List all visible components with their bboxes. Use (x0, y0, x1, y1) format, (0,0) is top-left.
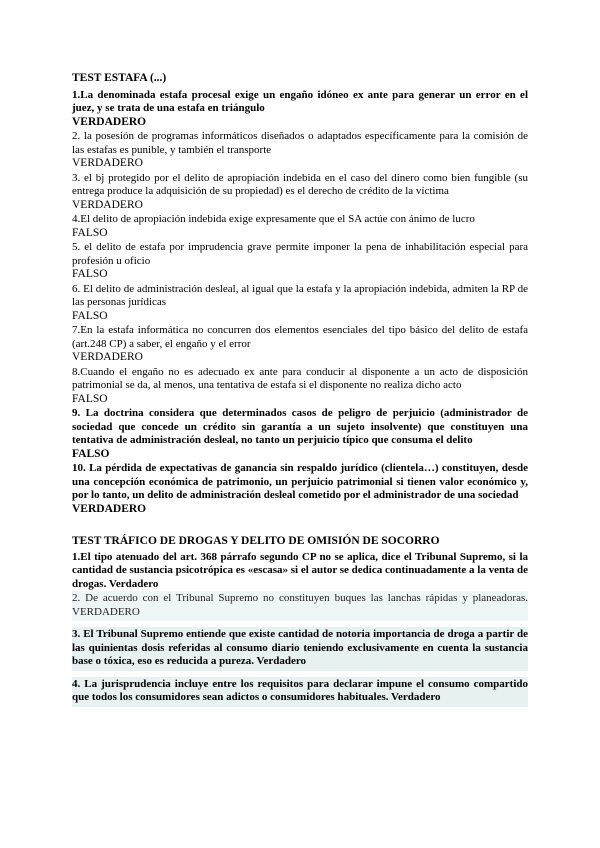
answer-text: FALSO (72, 447, 110, 460)
question-1 (72, 89, 528, 130)
question-text: 5. el delito de estafa por imprudencia grave permite imponer la pena de inhabilitación especial para profesión u oficio (72, 241, 528, 267)
question-text: 10. La pérdida de expectativas de ganancia sin respaldo jurídico (clientela…) constituyen, desde una concepción económica de patrimonio, un perjuicio patrimonial si tienen valor económico y, por lo tanto, un delito de administración desleal cometido por el administrador de una sociedad (72, 462, 528, 501)
section-title-estafa: TEST ESTAFA (...) (72, 72, 167, 84)
drug-question-4-block (72, 677, 528, 707)
drug-question-2: 2. De acuerdo con el Tribunal Supremo no constituyen buques las lanchas rápidas y planeadoras. VERDADERO (72, 592, 528, 618)
question-text: 2. la posesión de programas informáticos diseñados o adaptados específicamente para la comisión de las estafas es punible, y también el transporte (72, 130, 528, 156)
answer-text: FALSO (72, 392, 108, 405)
question-text: 3. el bj protegido por el delito de apropiación indebida en el caso del dinero como bien fungible (su entrega produce la adquisición de su propiedad) es el derecho de crédito de la víctima (72, 171, 528, 197)
answer-text: VERDADERO (72, 351, 143, 363)
document-content (72, 72, 528, 707)
section-gap (72, 517, 528, 535)
section-title-trafico: TEST TRÁFICO DE DROGAS Y DELITO DE OMISIÓN DE SOCORRO (72, 535, 440, 547)
question-text: 1.La denominada estafa procesal exige un engaño idóneo ex ante para generar un error en el juez, y se trata de una estafa en triángulo (72, 88, 528, 114)
answer-text: VERDADERO (72, 198, 143, 211)
question-5 (72, 241, 528, 282)
drug-question-3-block (72, 627, 528, 671)
question-text: 4.El delito de apropiación indebida exige expresamente que el SA actúe con ánimo de lucro (72, 213, 475, 225)
question-4 (72, 213, 528, 240)
question-9 (72, 407, 528, 461)
question-2 (72, 130, 528, 171)
answer-text: FALSO (72, 268, 108, 280)
section-trafico-drogas (72, 535, 528, 707)
question-6 (72, 283, 528, 324)
drug-question-4: 4. La jurisprudencia incluye entre los requisitos para declarar impune el consumo compartido que todos los consumidores sean adictos o consumidores habituales. Verdadero (72, 677, 528, 703)
drug-question-3: 3. El Tribunal Supremo entiende que existe cantidad de notoria importancia de droga a partir de las quinientas dosis referidas al consumo diario teniendo exclusivamente en cuenta la sustancia base o tóxica, eso es reducida a pureza. Verdadero (72, 628, 528, 667)
answer-text: VERDADERO (72, 157, 143, 169)
question-10 (72, 462, 528, 516)
question-text: 9. La doctrina considera que determinados casos de peligro de perjuicio (administrador de sociedad que concede un crédito sin garantía a un sujeto insolvente) que constituyen una tentativa de administración desleal, no tanto un perjuicio típico que consuma el delito (72, 407, 528, 446)
question-7 (72, 324, 528, 365)
answer-text: FALSO (72, 226, 108, 239)
drug-question-2-block (72, 591, 528, 621)
answer-text: FALSO (72, 309, 108, 322)
question-text: 8.Cuando el engaño no es adecuado ex ante para conducir al disponente a un acto de disposición patrimonial se da, al menos, una tentativa de estafa si el disponente no realiza dicho acto (72, 365, 528, 391)
answer-text: VERDADERO (72, 502, 147, 515)
question-8 (72, 366, 528, 407)
question-text: 6. El delito de administración desleal, al igual que la estafa y la apropiación indebida, admiten la RP de las personas jurídicas (72, 282, 528, 308)
drug-question-1: 1.El tipo atenuado del art. 368 párrafo segundo CP no se aplica, dice el Tribunal Supremo, si la cantidad de sustancia psicotrópica es «escasa» si el autor se dedica continuadamente a la venta de drogas. Verdadero (72, 550, 528, 590)
question-text: 7.En la estafa informática no concurren dos elementos esenciales del tipo básico del delito de estafa (art.248 CP) a saber, el engaño y el error (72, 324, 528, 350)
question-3 (72, 172, 528, 213)
answer-text: VERDADERO (72, 115, 147, 128)
